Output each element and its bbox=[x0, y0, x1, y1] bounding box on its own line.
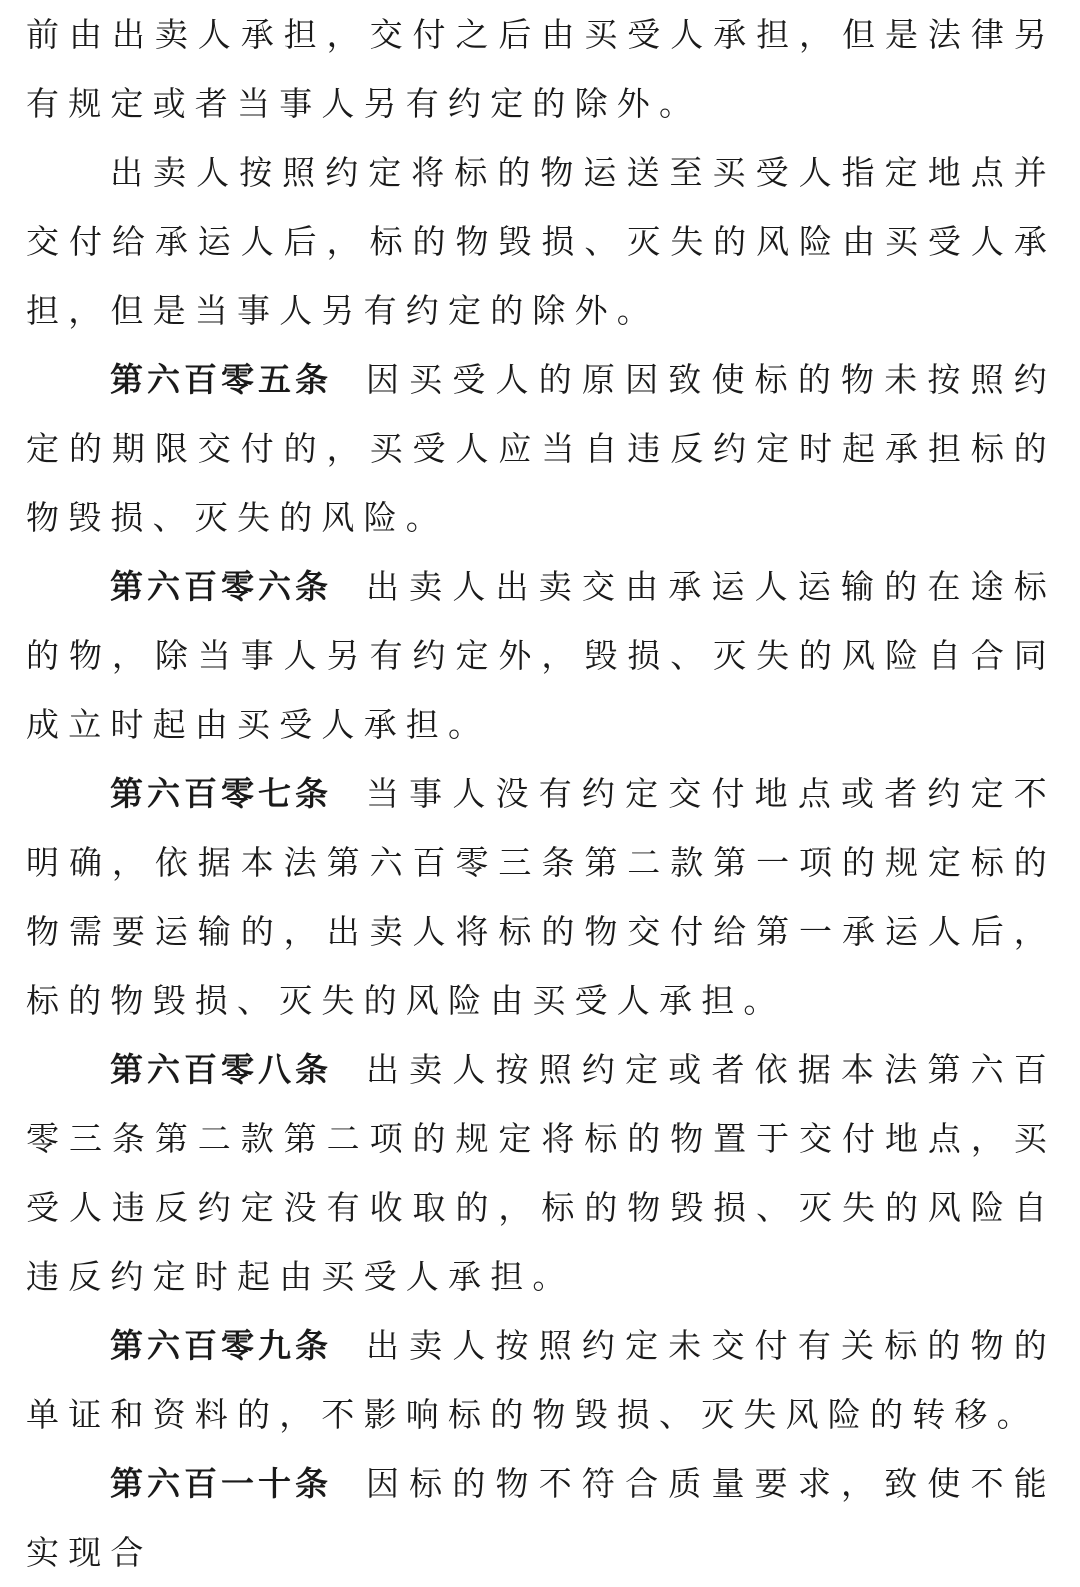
article-608 bbox=[26, 1035, 1056, 1311]
article-607 bbox=[26, 759, 1056, 1035]
article-number: 第六百零八条 bbox=[110, 1050, 332, 1089]
article-text: 因标的物不符合质量要求，致使不能实现合 bbox=[26, 1464, 1057, 1572]
article-text: 出卖人按照约定或者依据本法第六百零三条第二款第二项的规定将标的物置于交付地点，买受人违反约定没有收取的，标的物毁损、灭失的风险自违反约定时起由买受人承担。 bbox=[26, 1050, 1057, 1296]
article-609 bbox=[26, 1311, 1056, 1449]
article-606 bbox=[26, 552, 1056, 759]
paragraph-text: 前由出卖人承担，交付之后由买受人承担，但是法律另有规定或者当事人另有约定的除外。 bbox=[26, 15, 1056, 123]
article-number: 第六百零七条 bbox=[110, 774, 332, 813]
paragraph bbox=[26, 138, 1056, 345]
article-text: 出卖人按照约定未交付有关标的物的单证和资料的，不影响标的物毁损、灭失风险的转移。 bbox=[26, 1326, 1057, 1434]
paragraph-text: 出卖人按照约定将标的物运送至买受人指定地点并交付给承运人后，标的物毁损、灭失的风险由买受人承担，但是当事人另有约定的除外。 bbox=[26, 153, 1056, 330]
article-number: 第六百零五条 bbox=[110, 360, 332, 399]
article-number: 第六百零九条 bbox=[110, 1326, 332, 1365]
legal-text-page bbox=[26, 0, 1056, 1587]
article-text: 当事人没有约定交付地点或者约定不明确，依据本法第六百零三条第二款第一项的规定标的物需要运输的，出卖人将标的物交付给第一承运人后，标的物毁损、灭失的风险由买受人承担。 bbox=[26, 774, 1057, 1020]
article-number: 第六百零六条 bbox=[110, 567, 332, 606]
article-605 bbox=[26, 345, 1056, 552]
article-610 bbox=[26, 1449, 1056, 1587]
paragraph-continued bbox=[26, 0, 1056, 138]
article-text: 因买受人的原因致使标的物未按照约定的期限交付的，买受人应当自违反约定时起承担标的物毁损、灭失的风险。 bbox=[26, 360, 1057, 537]
article-number: 第六百一十条 bbox=[110, 1464, 332, 1503]
article-text: 出卖人出卖交由承运人运输的在途标的物，除当事人另有约定外，毁损、灭失的风险自合同成立时起由买受人承担。 bbox=[26, 567, 1057, 744]
